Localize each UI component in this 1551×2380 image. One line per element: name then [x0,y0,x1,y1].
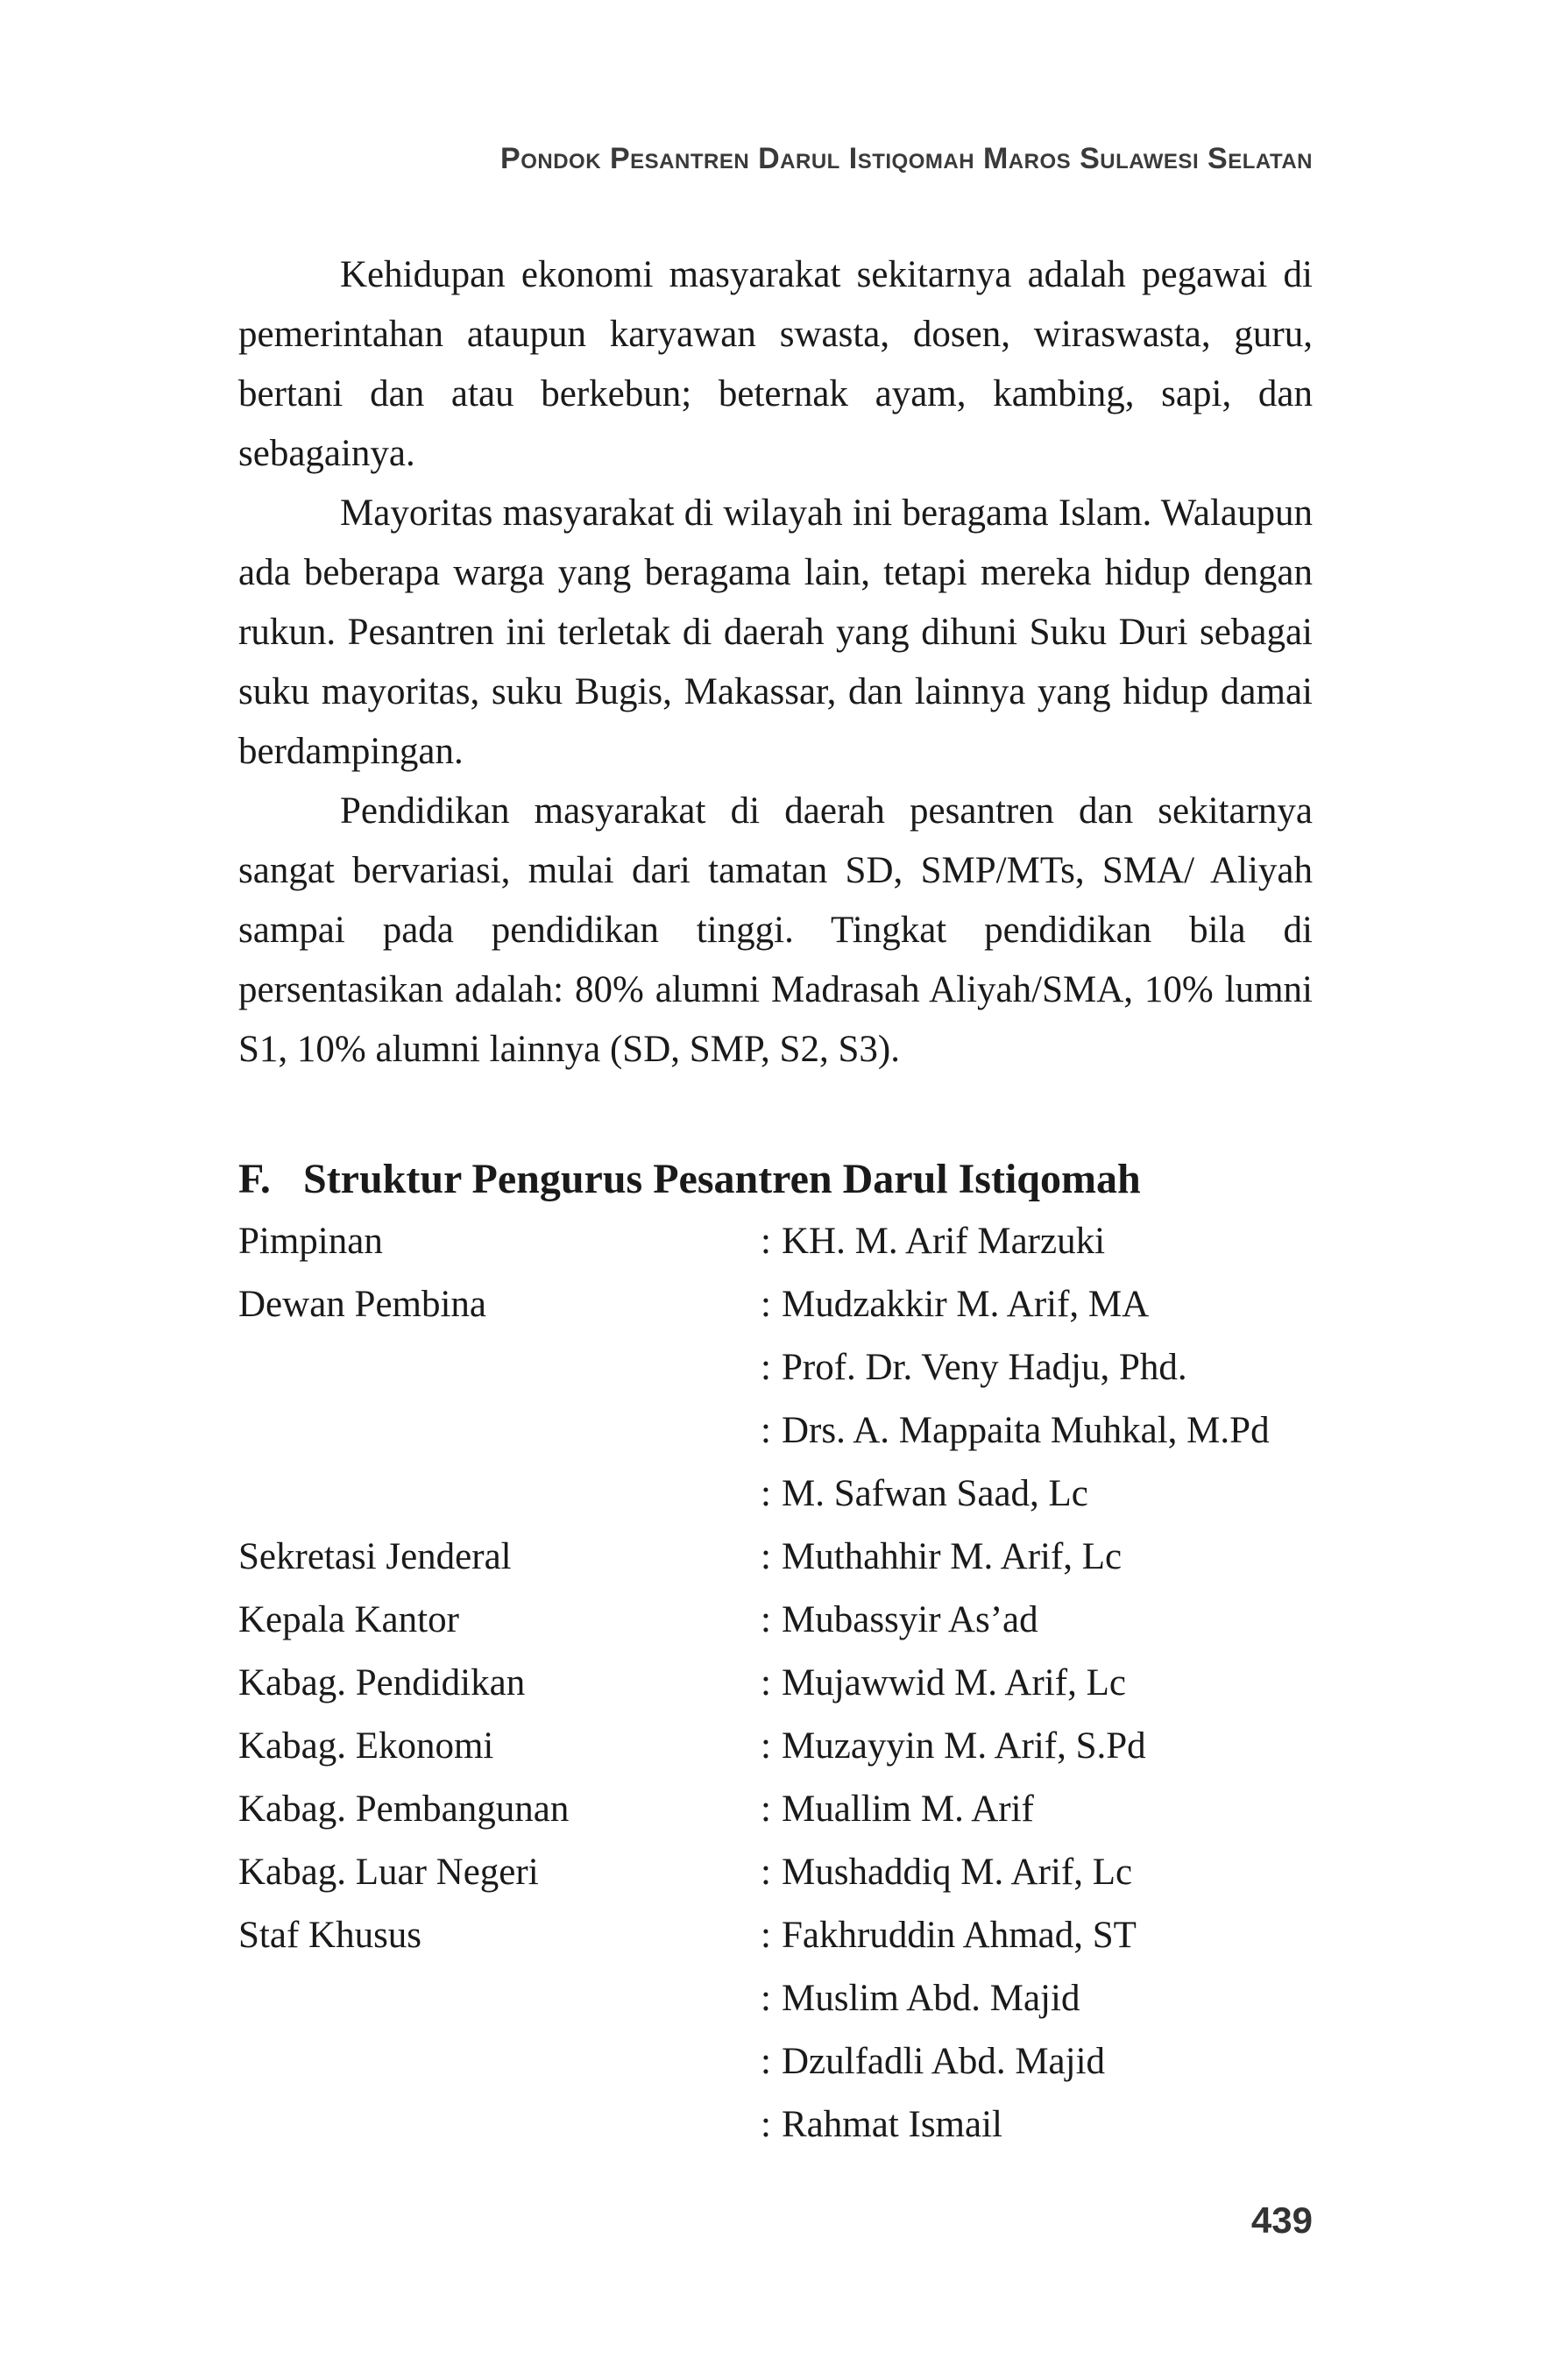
structure-separator: : [761,1725,771,1767]
structure-name: Muzayyin M. Arif, S.Pd [782,1725,1146,1767]
structure-row [238,1778,1313,1841]
structure-name: Mudzakkir M. Arif, MA [782,1284,1150,1325]
structure-row [238,1841,1313,1904]
structure-separator: : [761,1852,771,1893]
structure-table [238,1210,1313,2157]
structure-name: Muslim Abd. Majid [782,1978,1080,2019]
page-content [238,245,1313,2157]
structure-role: Pimpinan [238,1221,383,1262]
structure-row [238,1967,1313,2030]
section-title: Struktur Pengurus Pesantren Darul Istiqomah [303,1156,1141,1202]
structure-row [238,2093,1313,2157]
structure-row [238,1273,1313,1336]
section-number: F. [238,1156,271,1202]
structure-name: KH. M. Arif Marzuki [782,1221,1106,1262]
structure-separator: : [761,1284,771,1325]
structure-role [238,1463,761,1526]
structure-row [238,1904,1313,1967]
structure-role: Dewan Pembina [238,1284,487,1325]
running-header: Pondok Pesantren Darul Istiqomah Maros Sulawesi Selatan [500,142,1313,175]
structure-role [238,2093,761,2157]
structure-separator: : [761,2041,771,2082]
structure-row [238,2030,1313,2093]
structure-row [238,1463,1313,1526]
structure-name: M. Safwan Saad, Lc [782,1473,1088,1514]
structure-role [238,2030,761,2093]
structure-name: Mushaddiq M. Arif, Lc [782,1852,1133,1893]
structure-name: Muallim M. Arif [782,1789,1034,1830]
paragraph-economy: Kehidupan ekonomi masyarakat sekitarnya adalah pegawai di pemerintahan ataupun karyawan swasta, dosen, wiraswasta, guru, bertani dan atau berkebun; beternak ayam, kambing, sapi, dan sebagainya. [238,254,1313,474]
structure-separator: : [761,1536,771,1577]
structure-separator: : [761,1599,771,1640]
structure-row [238,1210,1313,1273]
structure-role: Kabag. Ekonomi [238,1725,494,1767]
structure-row [238,1526,1313,1589]
structure-separator: : [761,1347,771,1388]
structure-name: Prof. Dr. Veny Hadju, Phd. [782,1347,1187,1388]
structure-name: Mubassyir As’ad [782,1599,1038,1640]
structure-role [238,1967,761,2030]
structure-separator: : [761,1473,771,1514]
structure-row [238,1399,1313,1463]
structure-separator: : [761,1978,771,2019]
structure-role: Staf Khusus [238,1915,422,1956]
structure-role: Sekretasi Jenderal [238,1536,512,1577]
structure-separator: : [761,2104,771,2145]
structure-row [238,1652,1313,1715]
structure-name: Rahmat Ismail [782,2104,1002,2145]
structure-role: Kabag. Pembangunan [238,1789,570,1830]
structure-name: Muthahhir M. Arif, Lc [782,1536,1123,1577]
structure-name: Fakhruddin Ahmad, ST [782,1915,1137,1956]
structure-separator: : [761,1221,771,1262]
paragraph-religion: Mayoritas masyarakat di wilayah ini beragama Islam. Walaupun ada beberapa warga yang beragama lain, tetapi mereka hidup dengan rukun. Pesantren ini terletak di daerah yang dihuni Suku Duri sebagai suku mayoritas, suku Bugis, Makassar, dan lainnya yang hidup damai berdampingan. [238,492,1313,772]
section-heading [238,1147,1313,1212]
structure-row [238,1715,1313,1778]
structure-name: Dzulfadli Abd. Majid [782,2041,1106,2082]
structure-role [238,1399,761,1463]
structure-separator: : [761,1915,771,1956]
structure-row [238,1336,1313,1399]
paragraph-education: Pendidikan masyarakat di daerah pesantren dan sekitarnya sangat bervariasi, mulai dari tamatan SD, SMP/MTs, SMA/ Aliyah sampai pada pendidikan tinggi. Tingkat pendidikan bila di persentasikan adalah: 80% alumni Madrasah Aliyah/SMA, 10% lumni S1, 10% alumni lainnya (SD, SMP, S2, S3). [238,790,1313,1070]
structure-role: Kabag. Luar Negeri [238,1852,539,1893]
structure-separator: : [761,1662,771,1704]
structure-name: Drs. A. Mappaita Muhkal, M.Pd [782,1410,1270,1451]
structure-role: Kepala Kantor [238,1599,459,1640]
structure-separator: : [761,1789,771,1830]
structure-role [238,1336,761,1399]
structure-separator: : [761,1410,771,1451]
page-number: 439 [1250,2199,1313,2241]
structure-name: Mujawwid M. Arif, Lc [782,1662,1126,1704]
structure-role: Kabag. Pendidikan [238,1662,526,1704]
structure-row [238,1589,1313,1652]
